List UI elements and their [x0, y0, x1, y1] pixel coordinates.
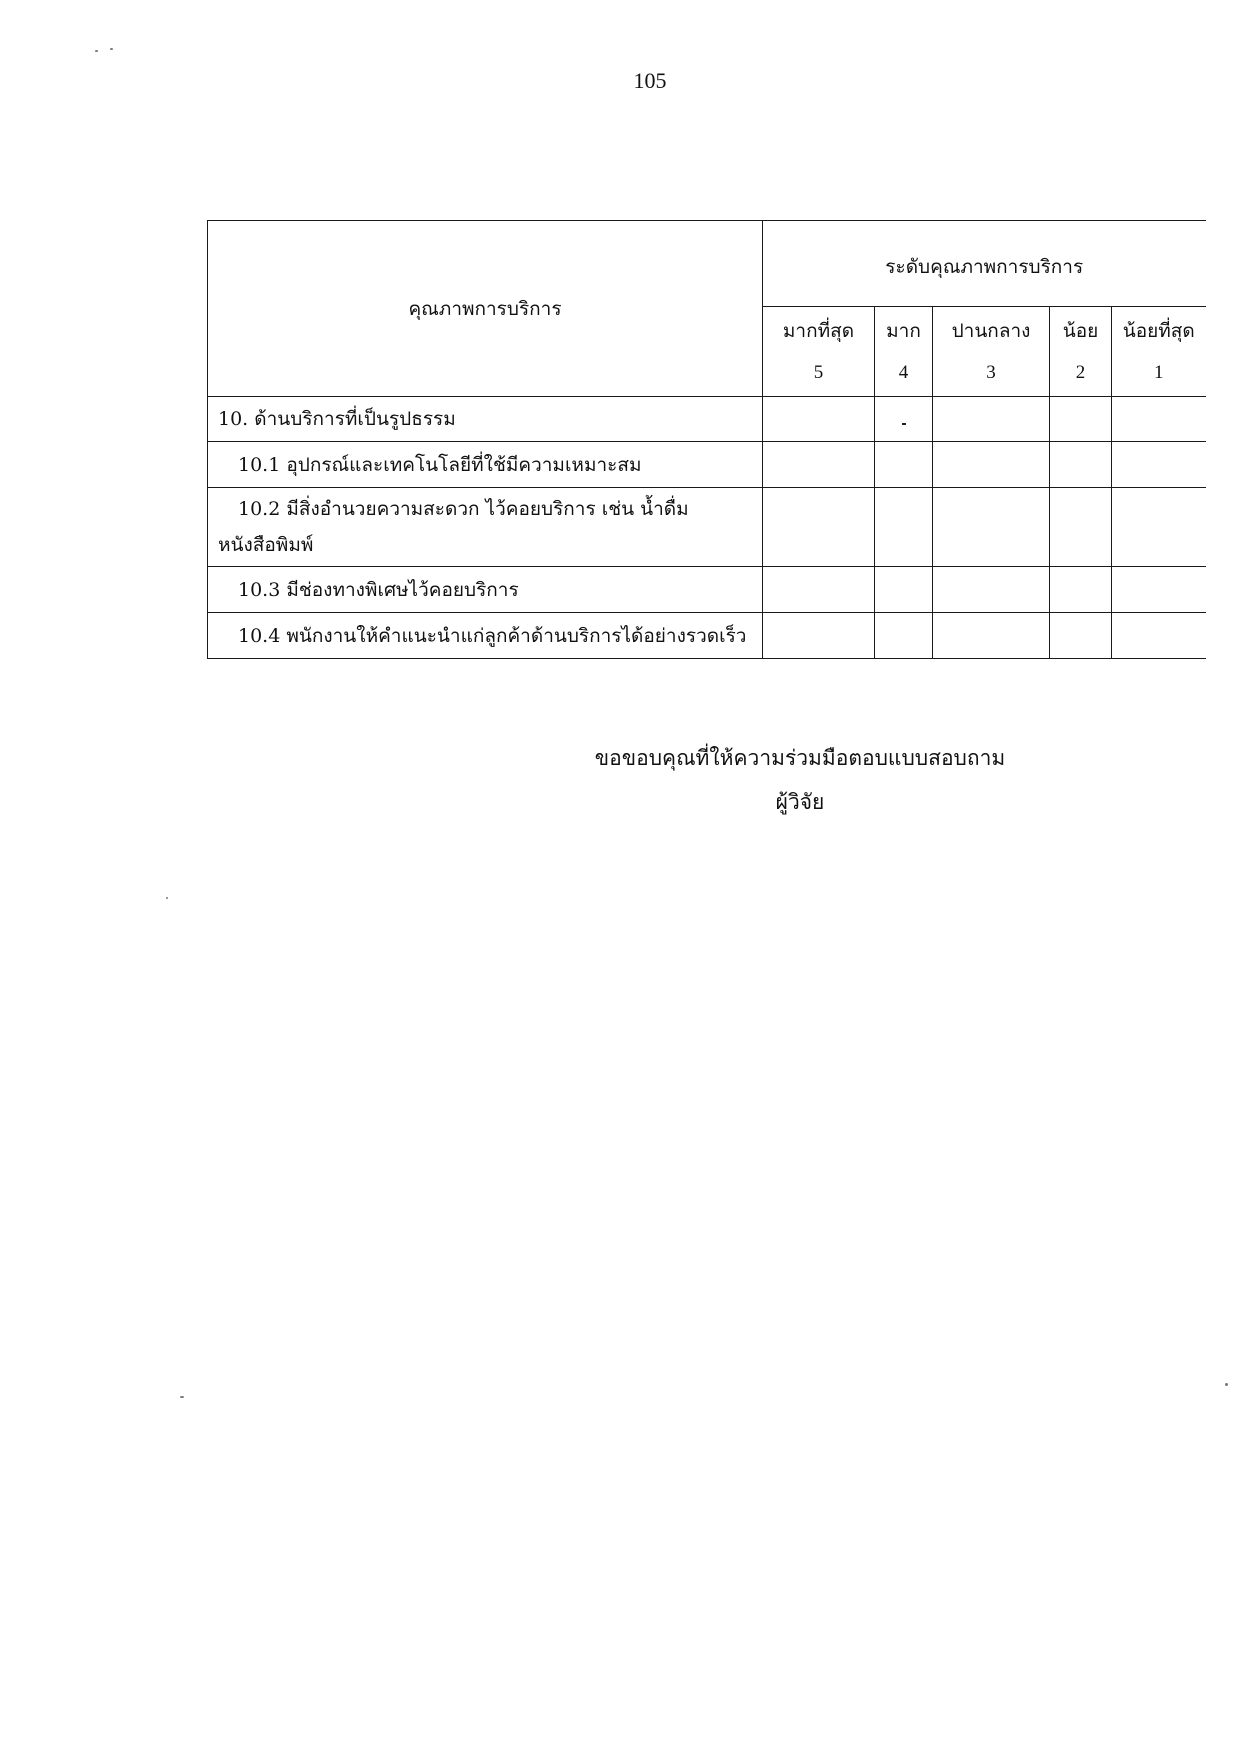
rating-cell[interactable] [1050, 567, 1112, 613]
rating-cell[interactable] [875, 442, 933, 488]
rating-cell[interactable] [763, 567, 875, 613]
rating-cell[interactable] [1112, 488, 1206, 567]
rating-cell[interactable] [763, 488, 875, 567]
rating-cell[interactable] [933, 488, 1050, 567]
rating-cell[interactable] [933, 442, 1050, 488]
page-number: 105 [633, 68, 667, 93]
table-row [208, 442, 1206, 488]
rating-cell[interactable] [1112, 613, 1206, 659]
level-label: มาก [886, 319, 921, 342]
signature-text: ผู้วิจัย [775, 790, 825, 814]
item-column-header: คุณภาพการบริการ [208, 221, 763, 397]
rating-cell[interactable] [933, 567, 1050, 613]
level-value: 3 [986, 361, 996, 383]
rating-cell[interactable] [875, 567, 933, 613]
stray-mark [902, 423, 906, 425]
level-header-2 [1050, 307, 1112, 397]
level-header-3 [933, 307, 1050, 397]
item-text: 10.4 พนักงานให้คำแนะนำแก่ลูกค้าด้านบริการได้อย่างรวดเร็ว [208, 613, 763, 659]
rating-cell[interactable] [1050, 613, 1112, 659]
item-text: 10.1 อุปกรณ์และเทคโนโลยีที่ใช้มีความเหมาะสม [208, 442, 763, 488]
rating-cell[interactable] [1112, 567, 1206, 613]
level-label: น้อย [1062, 319, 1099, 342]
rating-cell[interactable] [1050, 488, 1112, 567]
rating-cell[interactable] [763, 397, 875, 442]
rating-cell[interactable] [763, 442, 875, 488]
item-text [208, 488, 763, 567]
level-label: น้อยที่สุด [1122, 319, 1195, 342]
rating-cell[interactable] [875, 397, 933, 442]
section-title: 10. ด้านบริการที่เป็นรูปธรรม [208, 397, 763, 442]
thanks-text: ขอขอบคุณที่ให้ความร่วมมือตอบแบบสอบถาม [594, 746, 1006, 770]
scan-speck [95, 50, 98, 52]
item-text: 10.3 มีช่องทางพิเศษไว้คอยบริการ [208, 567, 763, 613]
scan-speck [1225, 1383, 1228, 1386]
table-row [208, 488, 1206, 567]
section-row [208, 397, 1206, 442]
level-header-5 [763, 307, 875, 397]
table-row [208, 567, 1206, 613]
rating-cell[interactable] [1050, 442, 1112, 488]
level-header-1 [1112, 307, 1206, 397]
level-value: 2 [1075, 361, 1086, 383]
item-text-line1: 10.2 มีสิ่งอำนวยความสะดวก ไว้คอยบริการ เช่น น้ำดื่ม [238, 498, 689, 520]
level-value: 5 [813, 361, 824, 383]
item-text-line2: หนังสือพิมพ์ [218, 534, 314, 556]
rating-cell[interactable] [1112, 397, 1206, 442]
rating-cell[interactable] [933, 397, 1050, 442]
service-quality-table [207, 220, 1206, 659]
table-row [208, 613, 1206, 659]
rating-cell[interactable] [933, 613, 1050, 659]
closing-note [590, 736, 1010, 824]
rating-cell[interactable] [1050, 397, 1112, 442]
level-group-header: ระดับคุณภาพการบริการ [763, 221, 1206, 307]
scan-speck [110, 48, 113, 50]
level-label: มากที่สุด [782, 319, 855, 342]
level-header-4 [875, 307, 933, 397]
level-value: 1 [1154, 361, 1164, 383]
scan-speck [180, 1396, 184, 1398]
level-value: 4 [898, 361, 909, 383]
rating-cell[interactable] [875, 613, 933, 659]
rating-cell[interactable] [1112, 442, 1206, 488]
rating-cell[interactable] [763, 613, 875, 659]
scan-speck [166, 897, 168, 899]
rating-cell[interactable] [875, 488, 933, 567]
level-label: ปานกลาง [951, 319, 1031, 342]
